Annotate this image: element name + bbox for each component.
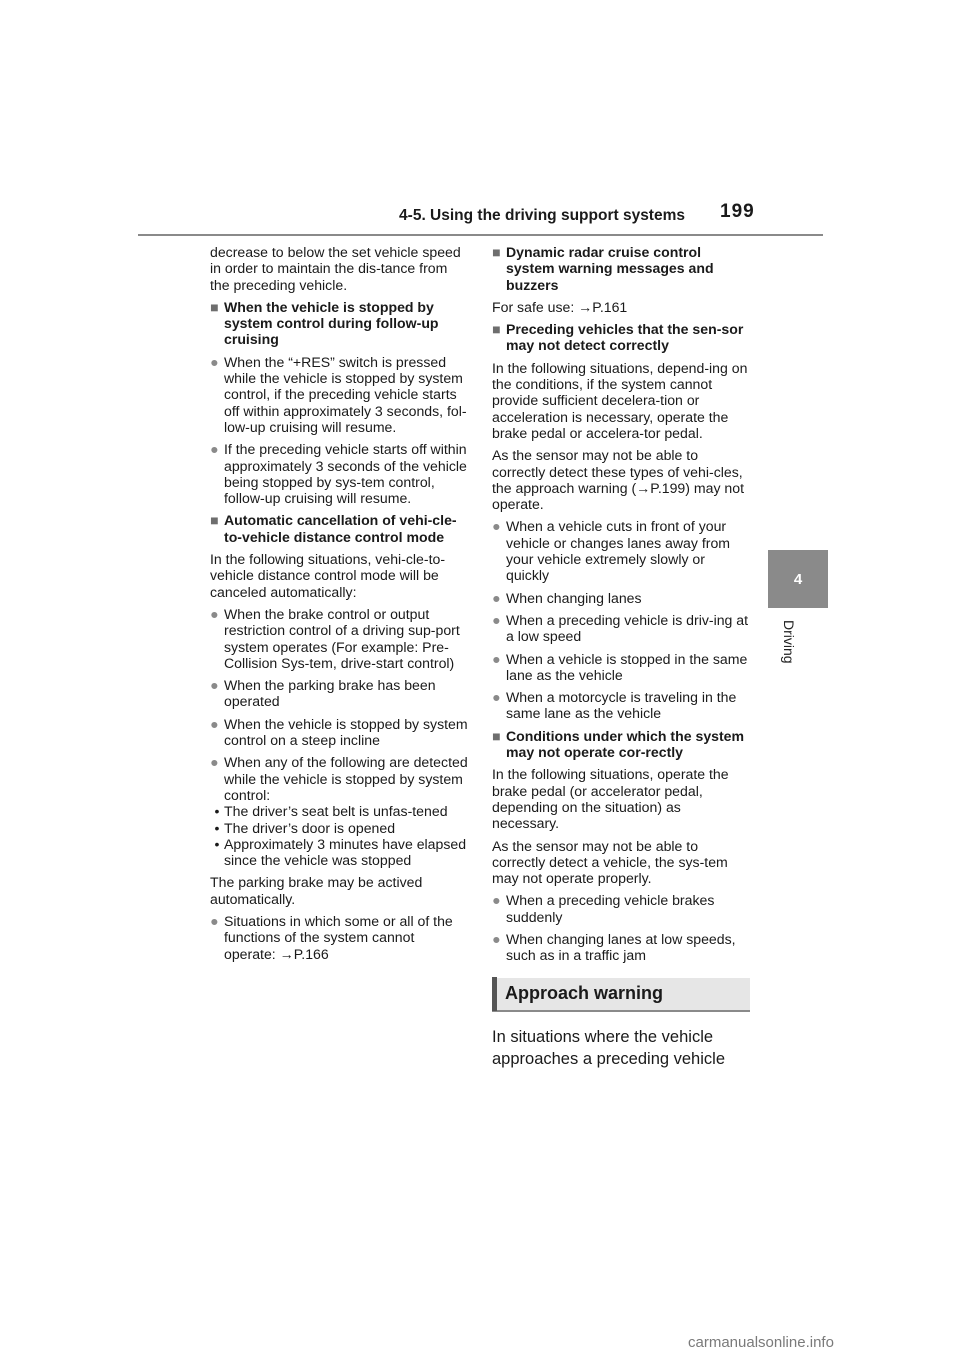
square-bullet-icon: ■ (492, 321, 501, 338)
circle-bullet-icon: ● (210, 353, 219, 370)
square-bullet-icon: ■ (210, 512, 219, 529)
chapter-label: Driving (781, 620, 797, 664)
circle-bullet-icon: ● (492, 611, 501, 628)
page-header (0, 0, 960, 240)
circle-bullet-icon: ● (492, 930, 501, 947)
paragraph: The parking brake may be actived automatically. (210, 874, 423, 907)
bullet-item: ● If the preceding vehicle starts off within approximately 3 seconds of the vehicle being stopped by sys-tem control, follow-up cruising will resume. (210, 441, 467, 507)
circle-bullet-icon: ● (492, 689, 501, 706)
sub-item: • The driver’s door is opened (214, 819, 396, 836)
header-rule (138, 234, 823, 236)
bullet-item: ● When a preceding vehicle brakes suddenly (492, 892, 715, 925)
circle-bullet-icon: ● (210, 754, 219, 771)
section-heading-panel (492, 978, 750, 1012)
bullet-item: ● When the brake control or output restriction control of a driving sup-port system operates (For example: Pre-Collision Sys-tem, drive-start control) (210, 605, 460, 671)
circle-bullet-icon: ● (492, 589, 501, 606)
circle-bullet-icon: ● (210, 677, 219, 694)
bullet-item: ● When a motorcycle is traveling in the same lane as the vehicle (492, 689, 737, 722)
sub-item: • The driver’s seat belt is unfas-tened (214, 803, 448, 820)
bullet-item: ● When the “+RES” switch is pressed while the vehicle is stopped by system control, if the preceding vehicle starts off within approximately 3 seconds, fol-low-up cruising will resume. (210, 353, 467, 435)
sub-item: • Approximately 3 minutes have elapsed since the vehicle was stopped (214, 835, 467, 869)
square-bullet-icon: ■ (492, 244, 501, 260)
square-bullet-icon: ■ (492, 727, 501, 744)
page-number: 199 (720, 201, 755, 222)
bullet-item: ● When any of the following are detected while the vehicle is stopped by system control: (210, 754, 468, 803)
left-column (210, 244, 468, 968)
square-bullet-icon: ■ (210, 298, 219, 315)
subheading: ■ Automatic cancellation of vehi-cle-to-vehicle distance control mode (210, 512, 457, 545)
paragraph: In the following situations, vehi-cle-to-vehicle distance control mode will be canceled automatically: (210, 551, 446, 600)
circle-bullet-icon: ● (492, 518, 501, 535)
section-intro: In situations where the vehicle approaches a preceding vehicle (492, 1027, 725, 1068)
paragraph: As the sensor may not be able to correctly detect a vehicle, the sys-tem may not operate properly. (492, 837, 728, 887)
subheading: ■ When the vehicle is stopped by system control during follow-up cruising (210, 298, 439, 348)
bullet-item: ● When a vehicle is stopped in the same lane as the vehicle (492, 650, 748, 683)
watermark: carmanualsonline.info (688, 1334, 834, 1351)
bullet-item: ● When a vehicle cuts in front of your vehicle or changes lanes away from your vehicle extremely slowly or quickly (492, 518, 731, 584)
section-heading: Approach warning (505, 983, 664, 1004)
bullet-item: ● Situations in which some or all of the functions of the system cannot operate: →P.166 (210, 912, 453, 962)
paragraph: decrease to below the set vehicle speed in order to maintain the dis-tance from the preceding vehicle. (210, 244, 461, 293)
paragraph: For safe use: →P.161 (492, 298, 628, 315)
bullet-item: ● When the parking brake has been operated (210, 677, 436, 710)
circle-bullet-icon: ● (492, 650, 501, 667)
subheading: ■ Dynamic radar cruise control system warning messages and buzzers (492, 244, 714, 293)
paragraph: In the following situations, operate the brake pedal (or accelerator pedal, depending on the situation) as necessary. (492, 766, 729, 832)
subheading: ■ Preceding vehicles that the sen-sor may not detect correctly (492, 321, 744, 354)
bullet-item: ● When changing lanes at low speeds, such as in a traffic jam (492, 930, 736, 964)
bullet-item: ● When a preceding vehicle is driv-ing at a low speed (492, 611, 749, 645)
bullet-item: ● When the vehicle is stopped by system control on a steep incline (210, 715, 468, 749)
right-column (492, 244, 750, 1086)
circle-bullet-icon: ● (210, 605, 219, 622)
paragraph: As the sensor may not be able to correctly detect these types of vehi-cles, the approach warning (→P.199) may not operate. (492, 447, 745, 513)
circle-bullet-icon: ● (210, 441, 219, 458)
subheading: ■ Conditions under which the system may not operate cor-rectly (492, 727, 745, 761)
circle-bullet-icon: ● (210, 715, 219, 732)
circle-bullet-icon: ● (210, 912, 219, 929)
circle-bullet-icon: ● (492, 892, 501, 909)
section-title: 4-5. Using the driving support systems (399, 207, 685, 224)
chapter-tab: 4 (768, 550, 828, 608)
bullet-item: ● When changing lanes (492, 589, 642, 606)
paragraph: In the following situations, depend-ing on the conditions, if the system cannot provide sufficient decelera-tion or acceleration is necessary, operate the brake pedal or accelera-tor pedal. (492, 359, 748, 441)
heading-accent-bar (492, 977, 497, 1011)
